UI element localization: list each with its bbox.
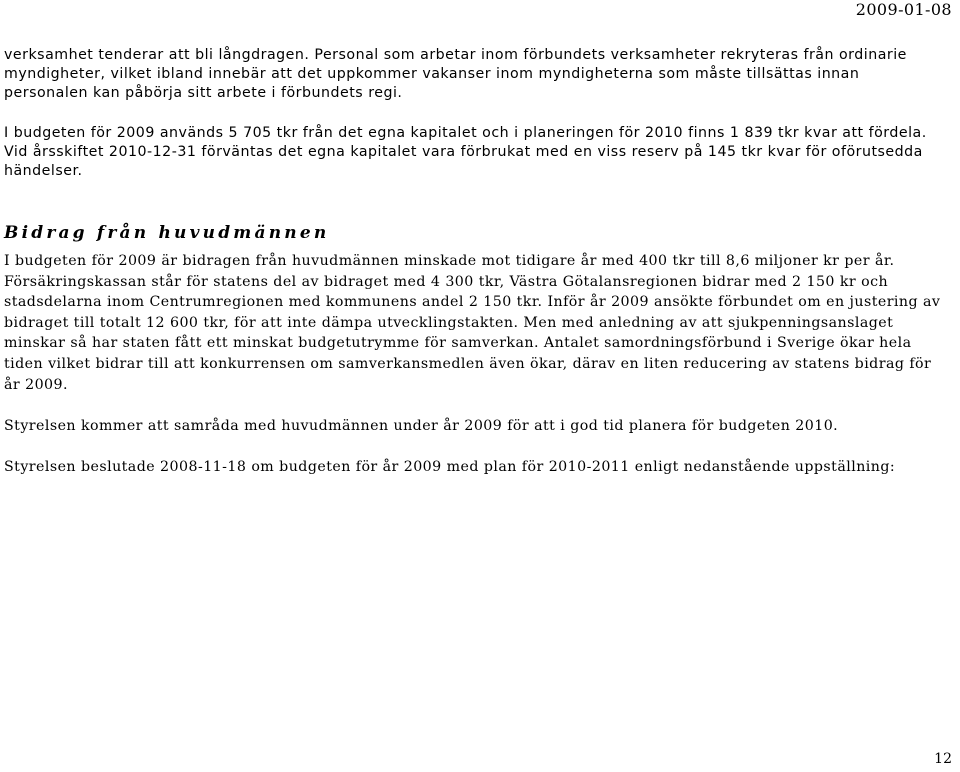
document-body	[4, 46, 948, 477]
paragraph-staffing: verksamhet tenderar att bli långdragen. Personal som arbetar inom förbundets verksamheter rekryteras från ordinarie myndigheter, vilket ibland innebär att det uppkommer vakanser inom myndigheterna som måste tillsättas innan personalen kan påbörja sitt arbete i förbundets regi.	[4, 47, 907, 101]
paragraph-contributions: I budgeten för 2009 är bidragen från huvudmännen minskade mot tidigare år med 400 tkr till 8,6 miljoner kr per år. Försäkringskassan står för statens del av bidraget med 4 300 tkr, Västra Götalansregionen bidrar med 2 150 kr och stadsdelarna inom Centrumregionen med kommunens andel 2 150 tkr. Inför år 2009 ansökte förbundet om en justering av bidraget till totalt 12 600 tkr, för att inte dämpa utvecklingstakten. Men med anledning av att sjukpenningsanslaget minskar så har staten fått ett minskat budgetutrymme för samverkan. Antalet samordningsförbund i Sverige ökar hela tiden vilket bidrar till att konkurrensen om samverkansmedlen även ökar, därav en liten reducering av statens bidrag för år 2009.	[4, 253, 941, 393]
paragraph-board-consult: Styrelsen kommer att samråda med huvudmännen under år 2009 för att i god tid planera för budgeten 2010.	[4, 418, 839, 435]
paragraph-equity: I budgeten för 2009 används 5 705 tkr från det egna kapitalet och i planeringen för 2010 finns 1 839 tkr kvar att fördela. Vid årsskiftet 2010-12-31 förväntas det egna kapitalet vara förbrukat med en viss reserv på 145 tkr kvar för oförutsedda händelser.	[4, 125, 927, 179]
section-heading: Bidrag från huvudmännen	[4, 223, 330, 243]
header-date: 2009-01-08	[855, 0, 952, 19]
page-number: 12	[934, 751, 952, 767]
paragraph-board-decision: Styrelsen beslutade 2008-11-18 om budgeten för år 2009 med plan för 2010-2011 enligt nedanstående uppställning:	[4, 458, 896, 475]
